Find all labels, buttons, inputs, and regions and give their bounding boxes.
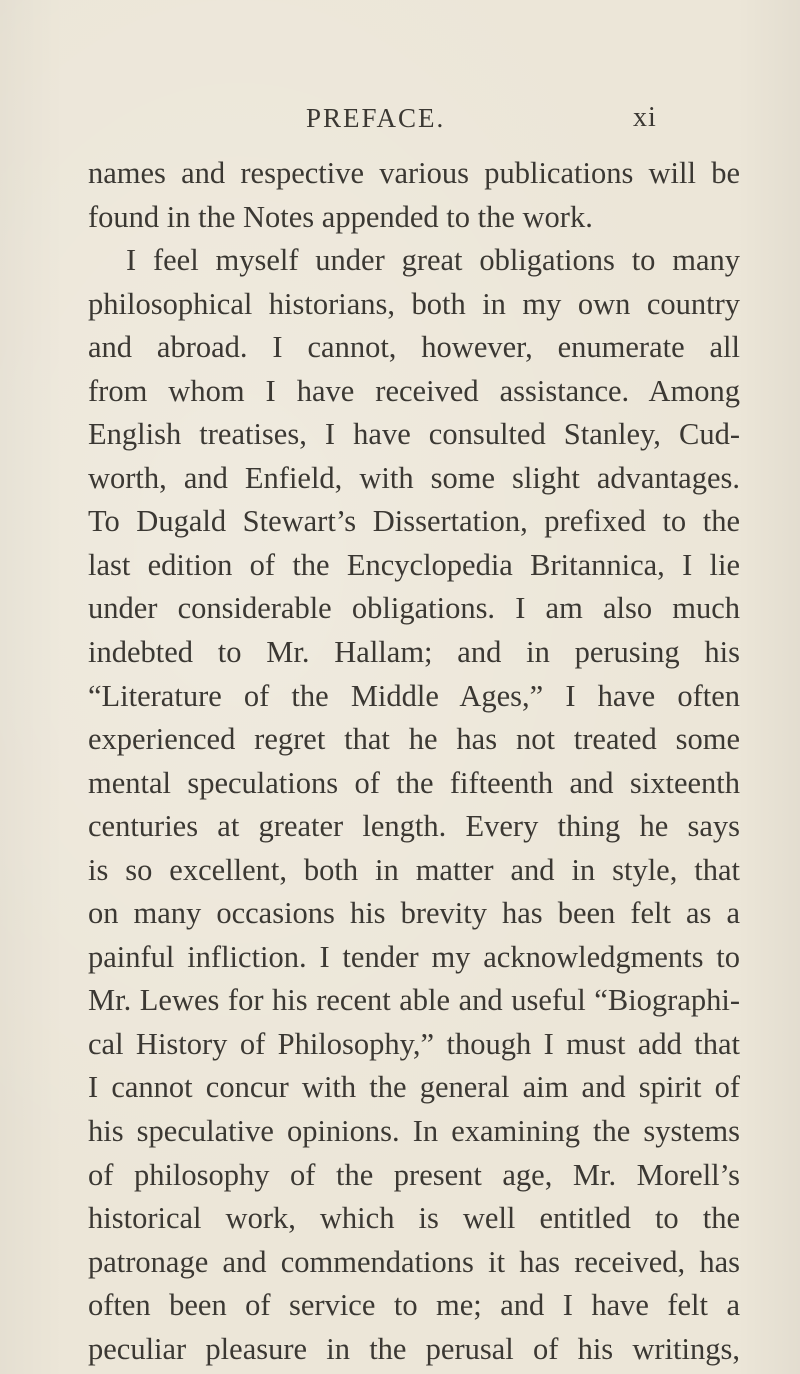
- text-line: I feel myself under great obligations to many: [126, 243, 740, 278]
- text-line: English treatises, I have consulted Stanley, Cud-: [88, 417, 740, 452]
- text-line: last edition of the Encyclopedia Britannica, I lie: [88, 547, 740, 582]
- text-line: centuries at greater length. Every thing he says: [88, 809, 740, 844]
- text-line: from whom I have received assistance. Among: [88, 373, 740, 408]
- text-line: historical work, which is well entitled to the: [88, 1201, 740, 1236]
- text-line: peculiar pleasure in the perusal of his writings,: [88, 1331, 740, 1366]
- text-line: is so excellent, both in matter and in style, that: [88, 852, 740, 887]
- running-head: PREFACE.: [306, 103, 446, 133]
- text-line: worth, and Enfield, with some slight advantages.: [88, 460, 740, 495]
- text-line: philosophical historians, both in my own country: [88, 286, 740, 321]
- text-line: experienced regret that he has not treated some: [88, 722, 740, 757]
- text-line: painful infliction. I tender my acknowledgments to: [88, 939, 740, 974]
- text-line: often been of service to me; and I have felt a: [88, 1288, 740, 1323]
- text-line: names and respective various publications will be: [88, 156, 740, 190]
- text-line: on many occasions his brevity has been felt as a: [88, 896, 740, 931]
- text-line: I cannot concur with the general aim and spirit of: [88, 1070, 740, 1105]
- text-line: To Dugald Stewart’s Dissertation, prefixed to the: [88, 504, 740, 539]
- text-line: under considerable obligations. I am also much: [88, 591, 740, 626]
- text-line: mental speculations of the fifteenth and sixteenth: [88, 765, 740, 800]
- text-line: found in the Notes appended to the work.: [88, 199, 593, 234]
- text-line: patronage and commendations it has received, has: [88, 1244, 740, 1279]
- page-number: xi: [633, 102, 657, 133]
- text-line: Mr. Lewes for his recent able and useful “Biographi-: [88, 983, 740, 1018]
- body-text: [88, 152, 740, 1371]
- text-line: of philosophy of the present age, Mr. Morell’s: [88, 1157, 740, 1192]
- page-header: [0, 98, 800, 138]
- text-line: cal History of Philosophy,” though I must add that: [88, 1026, 740, 1061]
- text-line: indebted to Mr. Hallam; and in perusing his: [88, 635, 740, 670]
- text-line: his speculative opinions. In examining the systems: [88, 1114, 740, 1149]
- text-line: “Literature of the Middle Ages,” I have often: [88, 678, 740, 713]
- text-line: and abroad. I cannot, however, enumerate all: [88, 330, 740, 365]
